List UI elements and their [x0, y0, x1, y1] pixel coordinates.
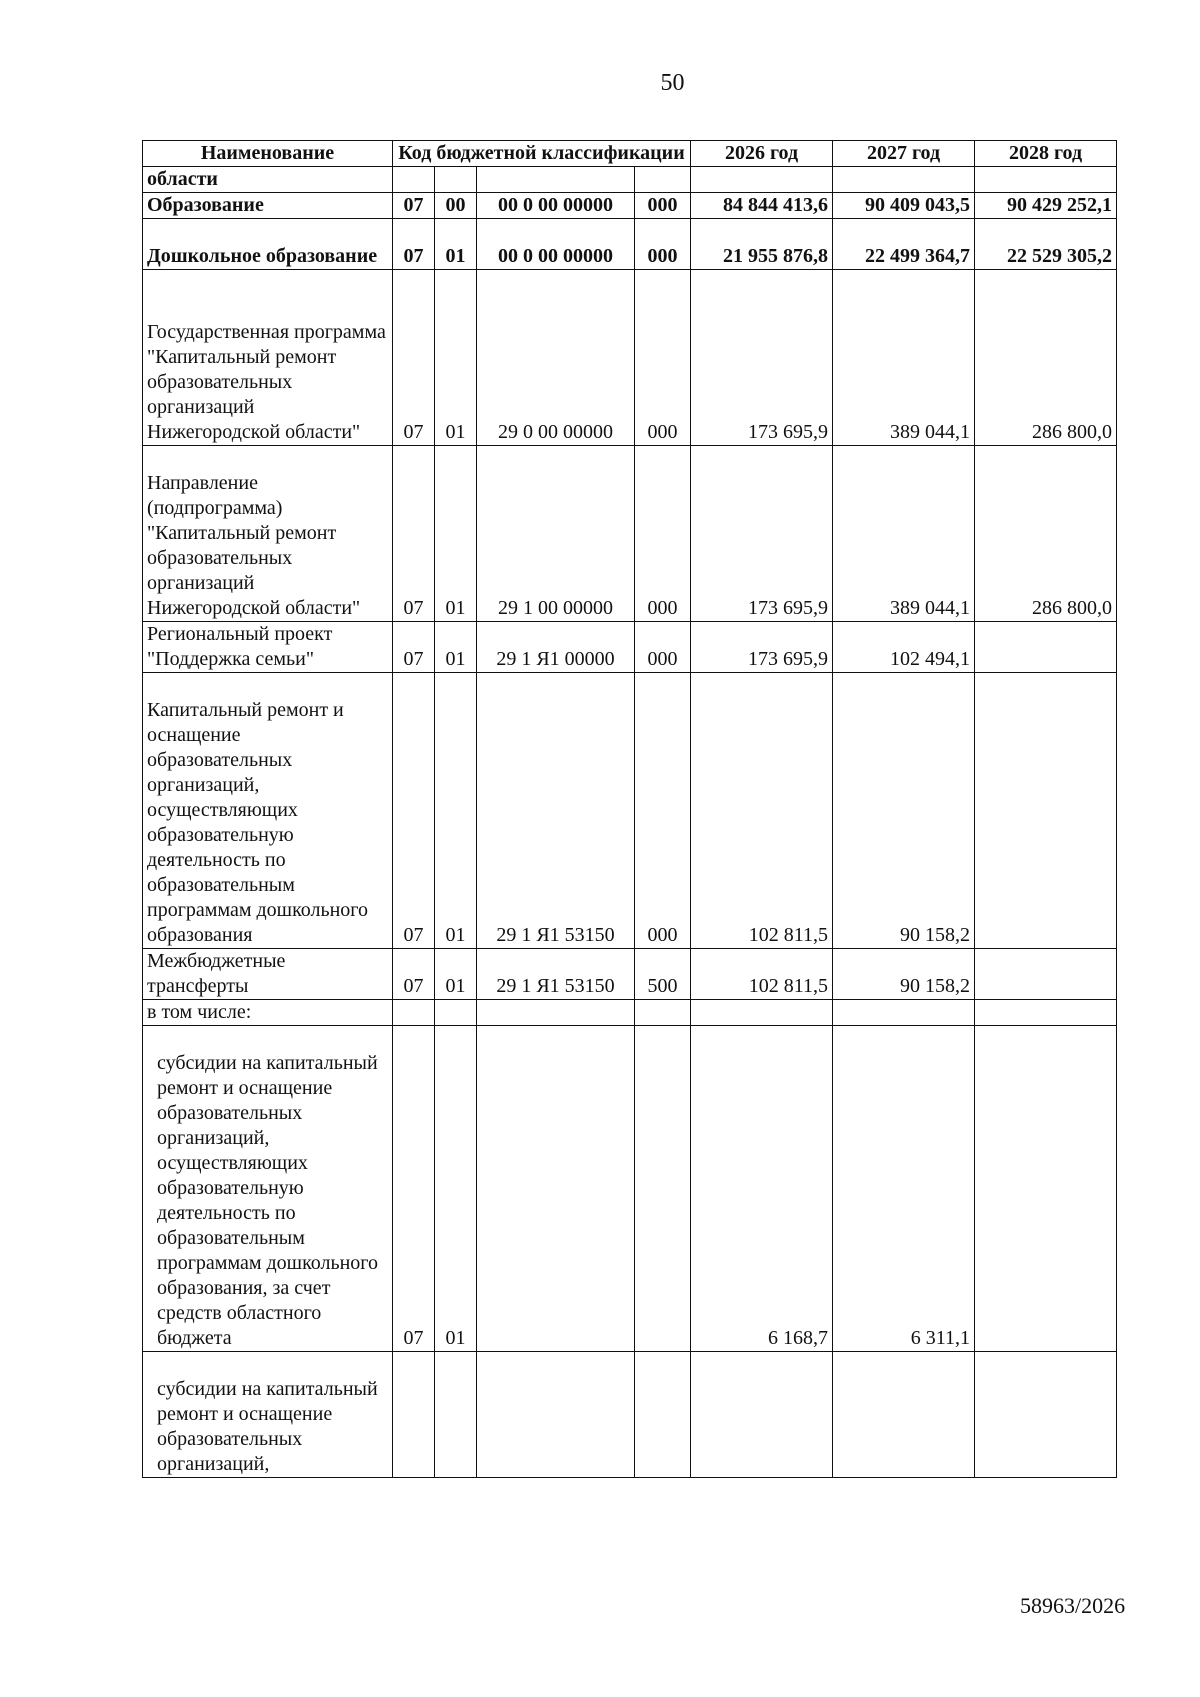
- cell-name: субсидии на капитальный ремонт и оснащение образовательных организаций, осуществляющих образовательную деятельность по образовательным программам дошкольного образования, за счет средств областного бюджета: [143, 1026, 393, 1352]
- cell-csr: [477, 1352, 635, 1478]
- cell-csr: 00 0 00 00000: [477, 193, 635, 219]
- cell-vr: 000: [635, 446, 691, 622]
- cell-csr: 29 1 Я1 53150: [477, 673, 635, 949]
- cell-vr: [635, 167, 691, 193]
- cell-y2027: 102 494,1: [833, 622, 975, 673]
- cell-csr: 29 1 Я1 53150: [477, 949, 635, 1000]
- cell-y2026: 173 695,9: [691, 270, 833, 446]
- table-header-row: [143, 141, 1117, 167]
- document-code: 58963/2026: [1020, 1593, 1126, 1618]
- header-name: Наименование: [143, 141, 393, 167]
- cell-y2026: [691, 1000, 833, 1026]
- cell-rz: 07: [393, 1026, 435, 1352]
- cell-name: Государственная программа "Капитальный ремонт образовательных организаций Нижегородской области": [143, 270, 393, 446]
- cell-y2026: 21 955 876,8: [691, 219, 833, 270]
- cell-csr: 00 0 00 00000: [477, 219, 635, 270]
- cell-y2027: 389 044,1: [833, 270, 975, 446]
- cell-y2028: [975, 1000, 1117, 1026]
- cell-pr: 01: [435, 949, 477, 1000]
- cell-name: Дошкольное образование: [143, 219, 393, 270]
- cell-y2027: 90 158,2: [833, 673, 975, 949]
- cell-pr: [435, 1352, 477, 1478]
- cell-y2028: 286 800,0: [975, 270, 1117, 446]
- cell-rz: 07: [393, 219, 435, 270]
- cell-y2027: 22 499 364,7: [833, 219, 975, 270]
- cell-y2027: 389 044,1: [833, 446, 975, 622]
- cell-y2027: 6 311,1: [833, 1026, 975, 1352]
- cell-csr: 29 1 00 00000: [477, 446, 635, 622]
- cell-rz: 07: [393, 446, 435, 622]
- cell-y2026: 173 695,9: [691, 446, 833, 622]
- cell-vr: [635, 1026, 691, 1352]
- cell-pr: 01: [435, 1026, 477, 1352]
- cell-rz: 07: [393, 193, 435, 219]
- table-body: [143, 167, 1117, 1478]
- cell-pr: 00: [435, 193, 477, 219]
- cell-vr: [635, 1000, 691, 1026]
- table-row: [143, 622, 1117, 673]
- cell-name: области: [143, 167, 393, 193]
- cell-y2027: [833, 167, 975, 193]
- cell-vr: 000: [635, 673, 691, 949]
- cell-rz: 07: [393, 673, 435, 949]
- cell-name: в том числе:: [143, 1000, 393, 1026]
- header-2026: 2026 год: [691, 141, 833, 167]
- cell-y2028: [975, 673, 1117, 949]
- cell-name: Направление (подпрограмма) "Капитальный ремонт образовательных организаций Нижегородской области": [143, 446, 393, 622]
- table-row: [143, 270, 1117, 446]
- cell-name: Региональный проект "Поддержка семьи": [143, 622, 393, 673]
- cell-y2026: 102 811,5: [691, 949, 833, 1000]
- cell-vr: 000: [635, 622, 691, 673]
- cell-csr: [477, 1000, 635, 1026]
- cell-y2027: 90 158,2: [833, 949, 975, 1000]
- cell-pr: 01: [435, 446, 477, 622]
- cell-rz: [393, 1000, 435, 1026]
- cell-y2028: [975, 622, 1117, 673]
- cell-csr: [477, 1026, 635, 1352]
- cell-csr: 29 1 Я1 00000: [477, 622, 635, 673]
- table-row: [143, 1026, 1117, 1352]
- cell-pr: 01: [435, 219, 477, 270]
- cell-name: Межбюджетные трансферты: [143, 949, 393, 1000]
- cell-vr: 500: [635, 949, 691, 1000]
- cell-name: Образование: [143, 193, 393, 219]
- header-code: Код бюджетной классификации: [393, 141, 691, 167]
- cell-rz: 07: [393, 949, 435, 1000]
- table-row: [143, 1352, 1117, 1478]
- cell-name: субсидии на капитальный ремонт и оснащение образовательных организаций,: [143, 1352, 393, 1478]
- cell-pr: 01: [435, 270, 477, 446]
- cell-y2028: [975, 949, 1117, 1000]
- cell-vr: 000: [635, 270, 691, 446]
- cell-vr: 000: [635, 219, 691, 270]
- cell-y2026: 173 695,9: [691, 622, 833, 673]
- table-row: [143, 167, 1117, 193]
- cell-y2026: 84 844 413,6: [691, 193, 833, 219]
- cell-y2028: 90 429 252,1: [975, 193, 1117, 219]
- cell-name: Капитальный ремонт и оснащение образовательных организаций, осуществляющих образовательную деятельность по образовательным программам дошкольного образования: [143, 673, 393, 949]
- cell-y2026: [691, 167, 833, 193]
- cell-y2026: 102 811,5: [691, 673, 833, 949]
- cell-csr: [477, 167, 635, 193]
- cell-y2027: 90 409 043,5: [833, 193, 975, 219]
- cell-csr: 29 0 00 00000: [477, 270, 635, 446]
- header-2027: 2027 год: [833, 141, 975, 167]
- cell-y2028: [975, 1352, 1117, 1478]
- cell-pr: 01: [435, 673, 477, 949]
- cell-rz: [393, 1352, 435, 1478]
- budget-table: [142, 140, 1117, 1478]
- cell-y2027: [833, 1352, 975, 1478]
- cell-y2028: [975, 1026, 1117, 1352]
- cell-y2026: 6 168,7: [691, 1026, 833, 1352]
- cell-y2027: [833, 1000, 975, 1026]
- cell-y2028: 22 529 305,2: [975, 219, 1117, 270]
- table-row: [143, 673, 1117, 949]
- cell-y2026: [691, 1352, 833, 1478]
- table-row: [143, 193, 1117, 219]
- cell-y2028: [975, 167, 1117, 193]
- cell-pr: [435, 167, 477, 193]
- cell-vr: [635, 1352, 691, 1478]
- page-number: 50: [660, 70, 685, 96]
- cell-rz: [393, 167, 435, 193]
- cell-pr: 01: [435, 622, 477, 673]
- header-2028: 2028 год: [975, 141, 1117, 167]
- cell-rz: 07: [393, 270, 435, 446]
- cell-pr: [435, 1000, 477, 1026]
- cell-rz: 07: [393, 622, 435, 673]
- cell-vr: 000: [635, 193, 691, 219]
- table-row: [143, 446, 1117, 622]
- cell-y2028: 286 800,0: [975, 446, 1117, 622]
- table-row: [143, 949, 1117, 1000]
- table-row: [143, 219, 1117, 270]
- table-row: [143, 1000, 1117, 1026]
